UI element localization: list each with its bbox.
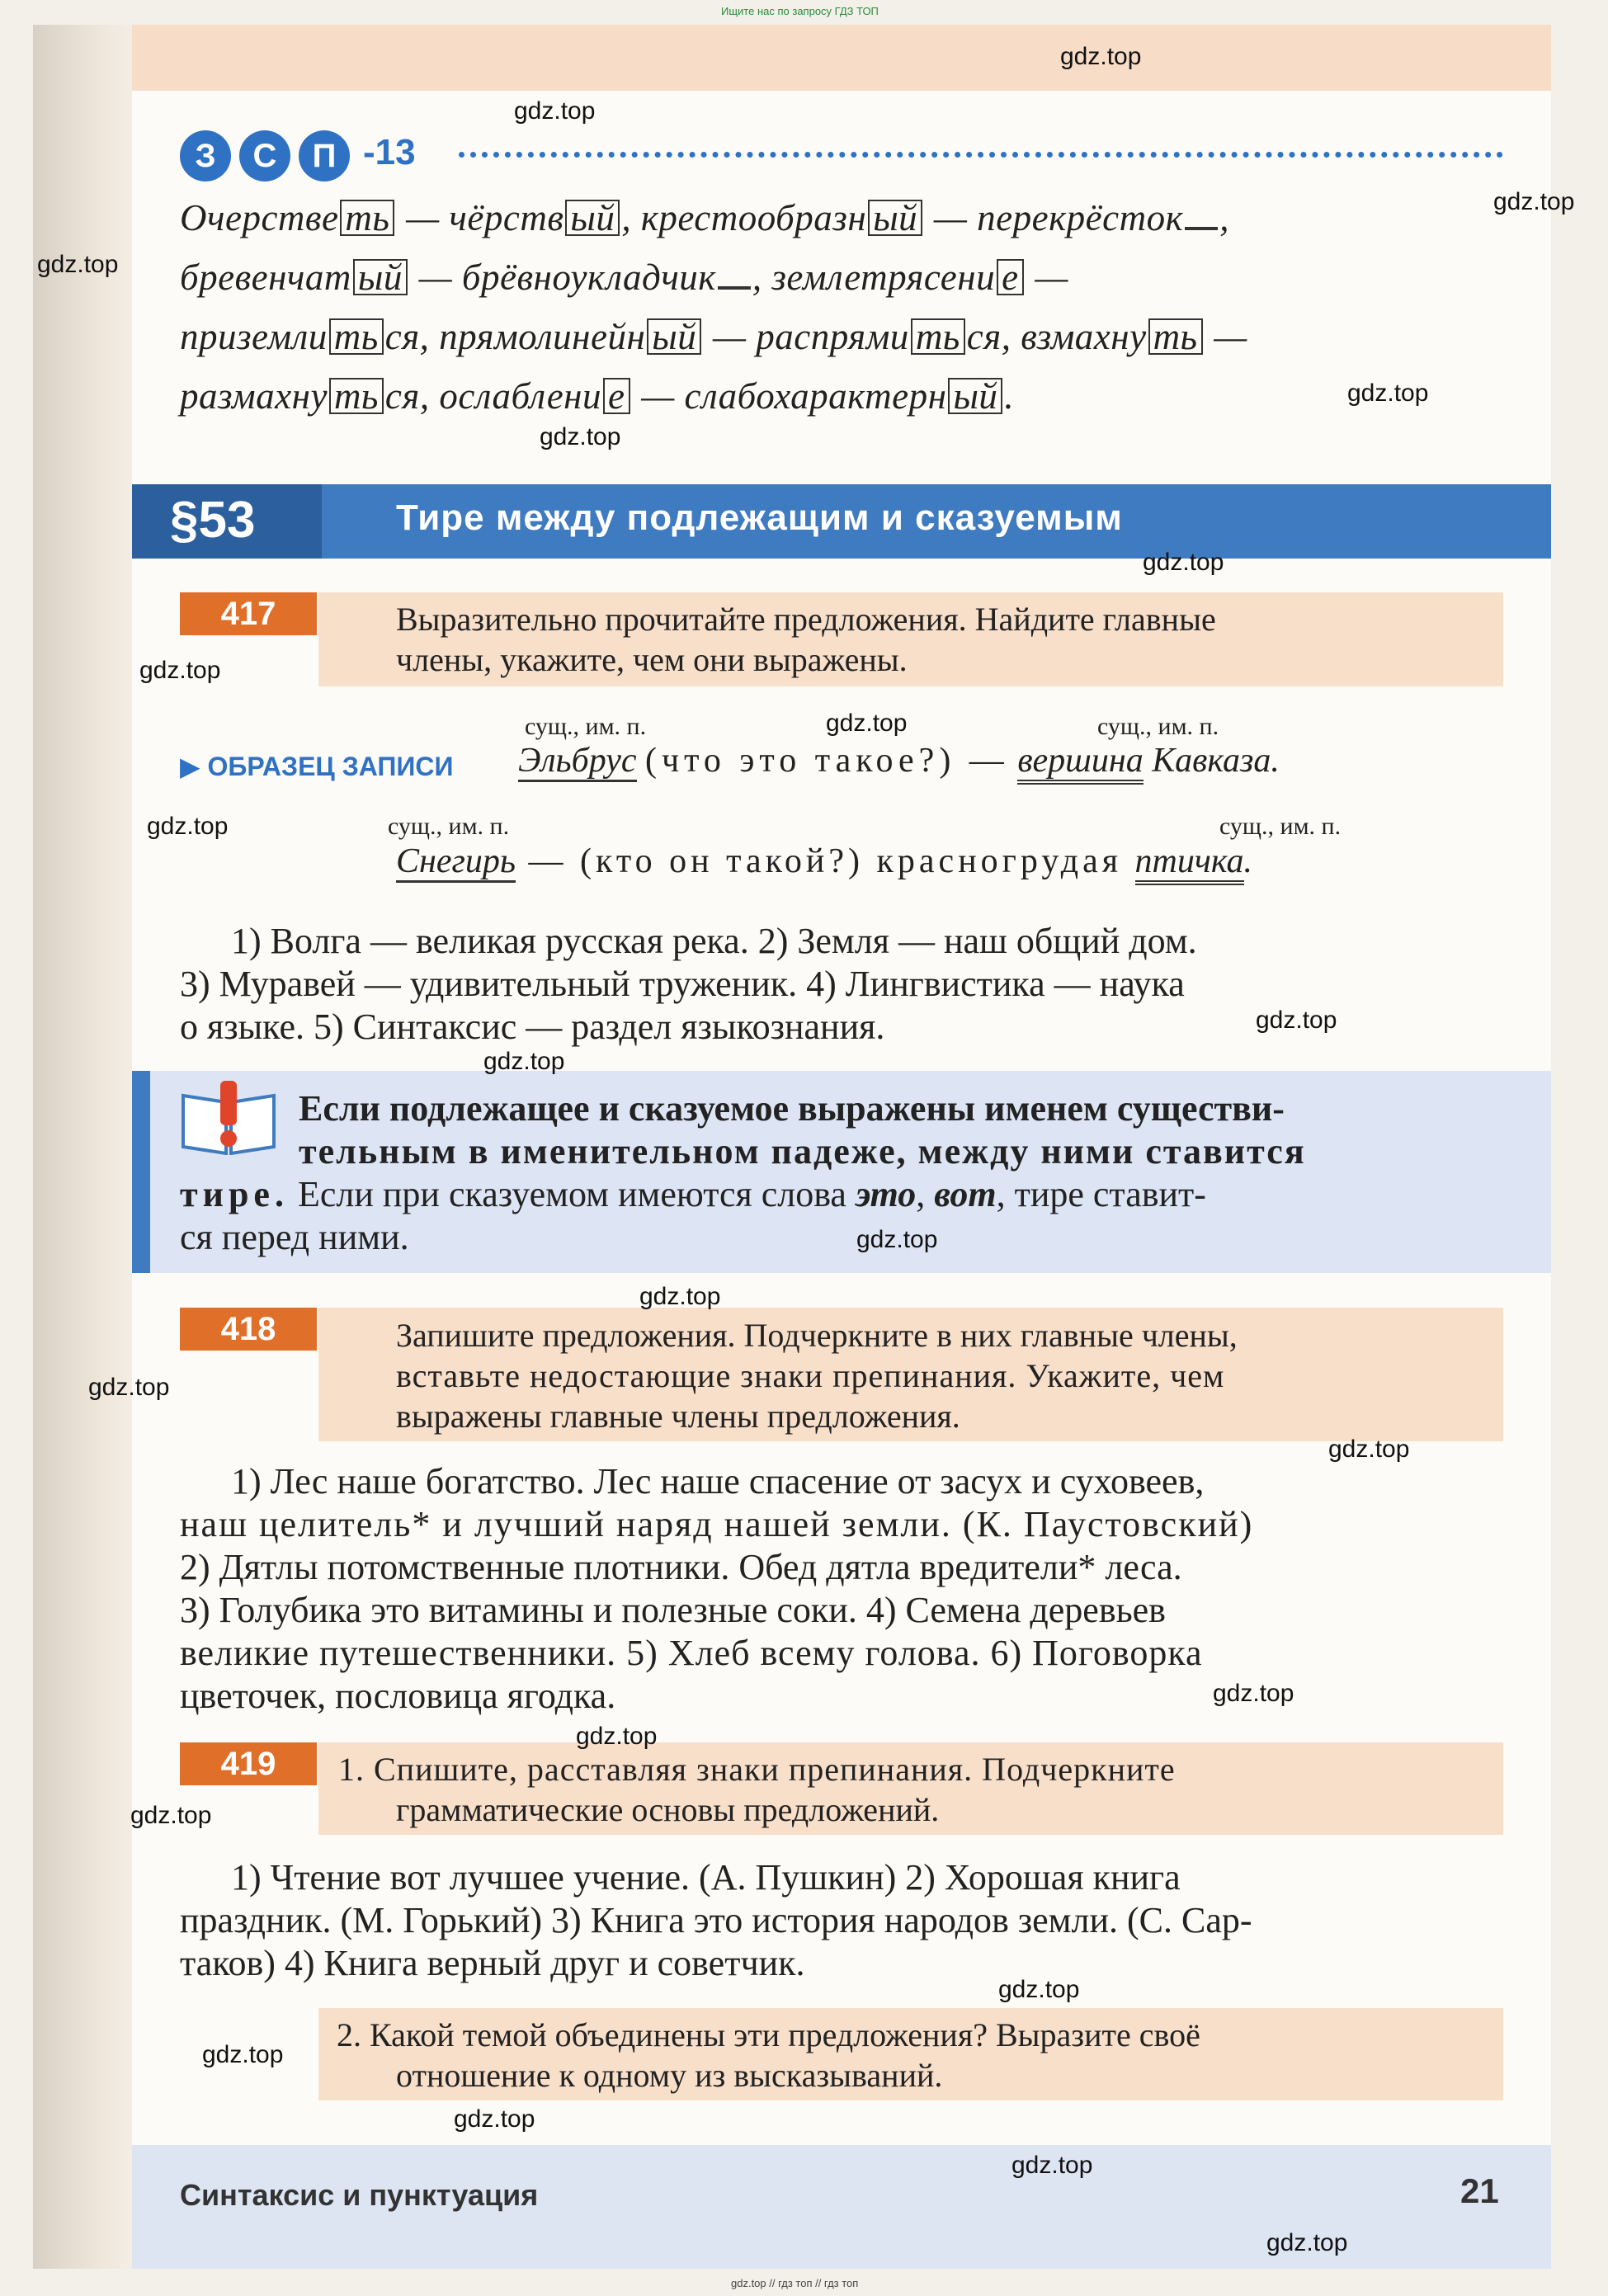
ending-box: ть: [329, 318, 384, 355]
sample-label-text: ОБРАЗЕЦ ЗАПИСИ: [207, 752, 454, 781]
watermark: gdz.top: [1213, 1680, 1294, 1707]
exercise-419-task2-line-2: отношение к одному из высказываний.: [396, 2057, 943, 2094]
sample-sentence-2: [396, 842, 1252, 881]
watermark: gdz.top: [998, 1976, 1080, 2003]
rule-box-bar: [132, 1071, 150, 1273]
ending-box: ый: [948, 378, 1002, 414]
rule-text: , тире ставит-: [996, 1174, 1206, 1214]
ending-box: ый: [565, 200, 620, 236]
sample-question: — (кто он такой?) красногрудая: [516, 842, 1135, 880]
exercise-419-text-line-3: таков) 4) Книга верный друг и советчик.: [180, 1943, 805, 1983]
section-title: Тире между подлежащим и сказуемым: [396, 497, 1123, 538]
zsp-line-2: [180, 256, 1068, 299]
ending-box: е: [603, 378, 630, 414]
exercise-417-task-line-2: члены, укажите, чем они выражены.: [396, 641, 908, 678]
rule-word-eto: это: [855, 1174, 917, 1214]
exercise-419-text-line-2: праздник. (М. Горький) 3) Книга это история народов земли. (С. Сар-: [180, 1900, 1252, 1940]
section-number: §53: [170, 492, 256, 549]
exercise-418-text-line-6: цветочек, пословица ягодка.: [180, 1676, 616, 1716]
zsp-number: -13: [363, 132, 416, 172]
watermark: gdz.top: [88, 1374, 170, 1401]
sample-predicate: вершина: [1017, 742, 1143, 785]
ending-box: ть: [340, 200, 394, 236]
sample-subject: Снегирь: [396, 842, 516, 883]
pos-label-4: сущ., им. п.: [1219, 813, 1342, 840]
rule-line-4: ся перед ними.: [180, 1217, 409, 1257]
exercise-419-text-line-1: 1) Чтение вот лучшее учение. (А. Пушкин) 2) Хорошая книга: [231, 1857, 1181, 1898]
watermark: gdz.top: [147, 813, 229, 840]
rule-line-3: [180, 1173, 1206, 1216]
top-band: [132, 25, 1551, 91]
page-number: 21: [1460, 2171, 1499, 2210]
watermark: gdz.top: [576, 1723, 658, 1750]
word-part: , землетрясени: [752, 257, 996, 298]
zsp-badge-letter-3: П: [299, 130, 350, 182]
ending-box: ый: [868, 200, 922, 236]
watermark: gdz.top: [514, 97, 596, 125]
watermark: gdz.top: [856, 1226, 938, 1253]
word-part: ся, прямолинейн: [384, 316, 646, 357]
word-part: — перекрёсток: [924, 197, 1184, 238]
zsp-badge-letter-1: З: [180, 130, 231, 182]
zsp-line-4: [180, 375, 1014, 417]
exercise-419-task2-line-1: 2. Какой темой объединены эти предложения? Выразите своё: [337, 2016, 1200, 2053]
watermark: gdz.top: [1256, 1007, 1337, 1034]
footer-section-name: Синтаксис и пунктуация: [180, 2178, 539, 2212]
exercise-418-text-line-1: 1) Лес наше богатство. Лес наше спасение от засух и суховеев,: [231, 1461, 1205, 1502]
punctuation: .: [1004, 375, 1015, 417]
word-part: , крестообразн: [621, 197, 867, 238]
page-binding-shadow: [33, 25, 132, 2269]
exercise-419-task1-line-2: грамматические основы предложений.: [396, 1791, 940, 1828]
punctuation: —: [1204, 316, 1247, 357]
rule-word-vot: вот: [934, 1174, 997, 1214]
watermark: gdz.top: [139, 657, 221, 684]
word-part: размахну: [180, 375, 328, 417]
watermark: gdz.top: [639, 1283, 721, 1310]
ending-box: ый: [353, 259, 408, 295]
watermark: gdz.top: [1328, 1436, 1410, 1463]
watermark: gdz.top: [826, 710, 908, 737]
punctuation: —: [1025, 257, 1068, 298]
watermark: gdz.top: [1060, 43, 1142, 70]
word-part: ся, взмахну: [966, 316, 1147, 357]
word-part: — чёрств: [396, 197, 564, 238]
watermark: gdz.top: [540, 423, 621, 450]
watermark: gdz.top: [1143, 549, 1224, 576]
exercise-419-task1-line-1: 1. Спишите, расставляя знаки препинания. Подчеркните: [338, 1751, 1176, 1788]
exercise-418-task-line-3: выражены главные члены предложения.: [396, 1398, 960, 1435]
watermark: gdz.top: [37, 251, 119, 278]
ending-box: ть: [911, 318, 965, 355]
exercise-418-task-line-2: вставьте недостающие знаки препинания. Укажите, чем: [396, 1357, 1225, 1394]
ending-box: ть: [1148, 318, 1203, 355]
sample-sentence-1: [518, 741, 1280, 780]
exercise-418-number: 418: [180, 1308, 317, 1351]
watermark: gdz.top: [1266, 2229, 1348, 2256]
ending-box: е: [997, 259, 1023, 295]
word-part: бревенчат: [180, 257, 351, 298]
sample-rest: Кавказа.: [1143, 742, 1280, 780]
sample-predicate: птичка: [1135, 842, 1244, 885]
watermark: gdz.top: [1493, 188, 1575, 215]
watermark: gdz.top: [130, 1802, 212, 1829]
watermark: gdz.top: [1347, 380, 1429, 407]
pos-label-2: сущ., им. п.: [1097, 713, 1219, 740]
zsp-line-3: [180, 315, 1247, 358]
triangle-marker-icon: ▶: [180, 752, 200, 781]
watermark: gdz.top: [202, 2041, 284, 2068]
rule-line-1: Если подлежащее и сказуемое выражены именем существи-: [299, 1088, 1285, 1129]
watermark: gdz.top: [1011, 2152, 1093, 2179]
word-part: — брёвноукладчик: [408, 257, 716, 298]
site-notice: Ищите нас по запросу ГДЗ ТОП: [721, 5, 879, 17]
sample-label: [180, 751, 454, 782]
pos-label-3: сущ., им. п.: [388, 813, 510, 840]
zsp-dotted-line: [459, 152, 1503, 158]
footer-links: gdz.top // гдз топ // гдз топ: [731, 2277, 859, 2289]
exercise-419-number: 419: [180, 1742, 317, 1785]
rule-term: тире.: [180, 1174, 289, 1214]
open-book-exclamation-icon: [180, 1079, 277, 1155]
word-part: Очерстве: [180, 197, 339, 238]
rule-line-2: тельным в именительном падеже, между ними ставится: [299, 1131, 1306, 1172]
sample-subject: Эльбрус: [518, 742, 637, 782]
empty-ending-box: [1185, 227, 1218, 230]
exercise-418-text-line-5: великие путешественники. 5) Хлеб всему голова. 6) Поговорка: [180, 1633, 1203, 1673]
exercise-418-text-line-4: 3) Голубика это витамины и полезные соки. 4) Семена деревьев: [180, 1590, 1166, 1630]
watermark: gdz.top: [483, 1048, 565, 1075]
ending-box: ый: [647, 318, 701, 355]
exercise-418-task-line-1: Запишите предложения. Подчеркните в них главные члены,: [396, 1317, 1238, 1354]
sample-rest: .: [1243, 842, 1252, 880]
word-part: ся, ослаблени: [384, 375, 602, 417]
punctuation: ,: [1219, 197, 1229, 238]
zsp-line-1: [180, 196, 1229, 239]
word-part: приземли: [180, 316, 328, 357]
exercise-417-task-line-1: Выразительно прочитайте предложения. Найдите главные: [396, 601, 1216, 638]
exercise-417-text-line-2: 3) Муравей — удивительный труженик. 4) Лингвистика — наука: [180, 964, 1185, 1004]
zsp-badge-letter-2: С: [239, 130, 290, 182]
exercise-417-text-line-3: о языке. 5) Синтаксис — раздел языкознания.: [180, 1007, 885, 1047]
exercise-418-text-line-2: наш целитель* и лучший наряд нашей земли. (К. Паустовский): [180, 1504, 1254, 1544]
empty-ending-box: [718, 286, 751, 290]
rule-text: Если при сказуемом имеются слова: [288, 1174, 856, 1214]
pos-label-1: сущ., им. п.: [525, 713, 647, 740]
sample-question: (что это такое?) —: [645, 742, 1009, 780]
ending-box: ть: [329, 378, 384, 414]
exercise-418-text-line-3: 2) Дятлы потомственные плотники. Обед дятла вредители* леса.: [180, 1547, 1182, 1587]
watermark: gdz.top: [454, 2105, 535, 2133]
exercise-417-number: 417: [180, 592, 317, 635]
word-part: — распрями: [703, 316, 909, 357]
rule-comma: ,: [916, 1174, 935, 1214]
exercise-417-text-line-1: 1) Волга — великая русская река. 2) Земля — наш общий дом.: [231, 921, 1197, 961]
word-part: — слабохарактерн: [631, 375, 947, 417]
